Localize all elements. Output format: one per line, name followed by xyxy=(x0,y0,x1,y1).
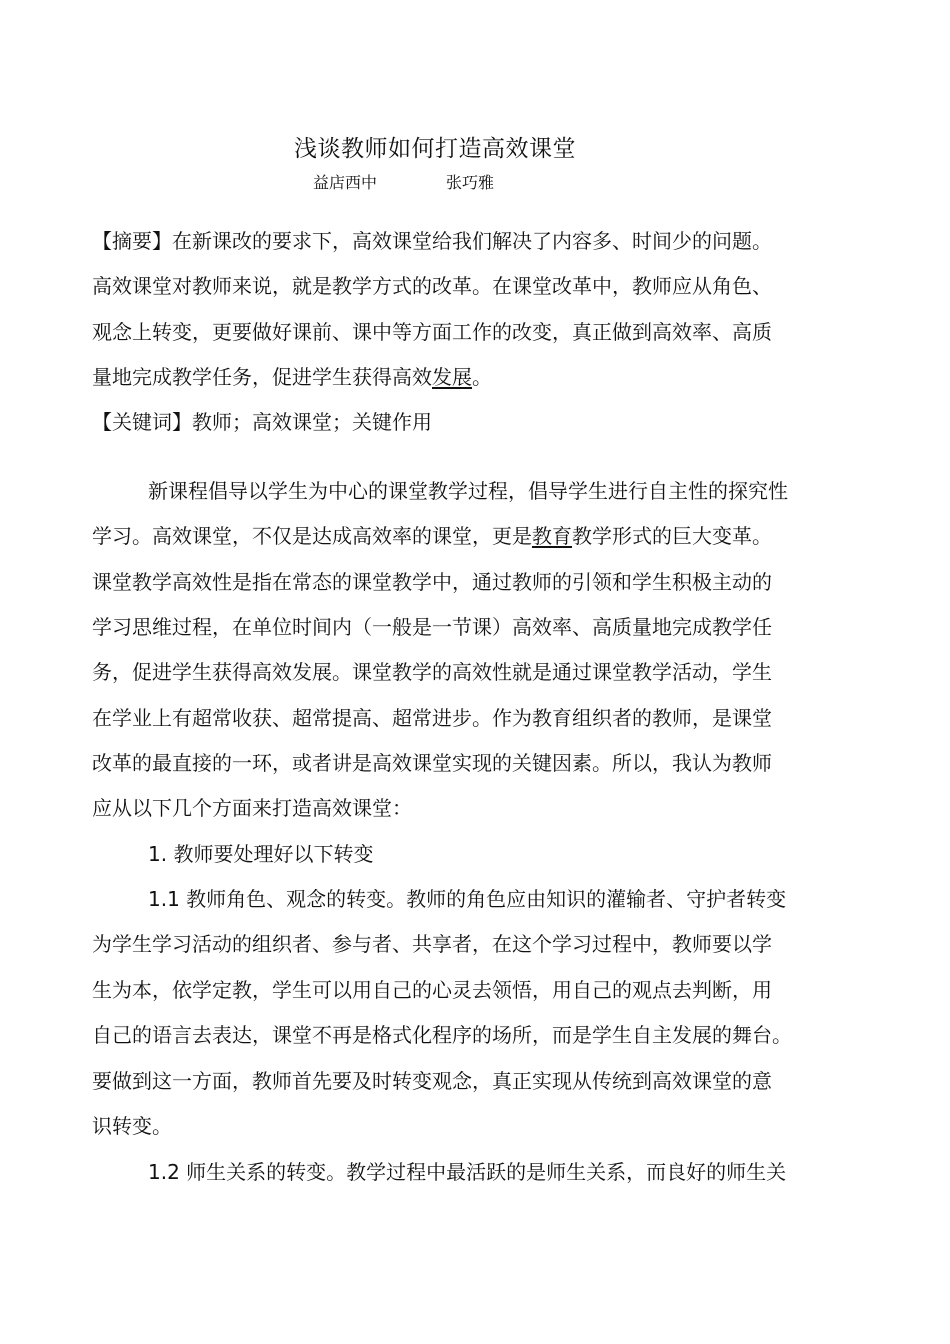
author-school: 益店西中 xyxy=(313,173,378,192)
section-1-1-line: 生为本，依学定教，学生可以用自己的心灵去领悟，用自己的观点去判断，用 xyxy=(92,978,772,1002)
intro-line: 改革的最直接的一环，或者讲是高效课堂实现的关键因素。所以，我认为教师 xyxy=(92,751,772,775)
intro-text: 学习。高效课堂，不仅是达成高效率的课堂，更是 xyxy=(92,524,532,548)
development-link[interactable]: 发展 xyxy=(432,365,472,389)
section-1-1-line: 自己的语言去表达，课堂不再是格式化程序的场所，而是学生自主发展的舞台。 xyxy=(92,1023,792,1047)
intro-line: 课堂教学高效性是指在常态的课堂教学中，通过教师的引领和学生积极主动的 xyxy=(92,570,772,594)
section-heading: 1. 教师要处理好以下转变 xyxy=(148,842,374,866)
intro-text-end: 教学形式的巨大变革。 xyxy=(572,524,772,548)
section-1-1-line: 要做到这一方面，教师首先要及时转变观念，真正实现从传统到高效课堂的意 xyxy=(92,1069,772,1093)
intro-line xyxy=(92,521,772,551)
abstract-line: 高效课堂对教师来说，就是教学方式的改革。在课堂改革中，教师应从角色、 xyxy=(92,274,772,298)
intro-line: 新课程倡导以学生为中心的课堂教学过程，倡导学生进行自主性的探究性 xyxy=(148,479,788,503)
abstract-text-end: 。 xyxy=(472,365,492,389)
intro-line: 在学业上有超常收获、超常提高、超常进步。作为教育组织者的教师，是课堂 xyxy=(92,706,772,730)
abstract-line-last xyxy=(92,362,492,392)
keywords-line: 【关键词】教师；高效课堂；关键作用 xyxy=(92,410,432,434)
author-name: 张巧雅 xyxy=(446,173,495,192)
section-1-1-line: 1.1 教师角色、观念的转变。教师的角色应由知识的灌输者、守护者转变 xyxy=(148,887,787,911)
intro-line: 务，促进学生获得高效发展。课堂教学的高效性就是通过课堂教学活动，学生 xyxy=(92,660,772,684)
document-title: 浅谈教师如何打造高效课堂 xyxy=(294,136,576,162)
section-1-1-line: 识转变。 xyxy=(92,1114,172,1138)
intro-line: 学习思维过程，在单位时间内（一般是一节课）高效率、高质量地完成教学任 xyxy=(92,615,772,639)
intro-line: 应从以下几个方面来打造高效课堂： xyxy=(92,796,412,820)
section-1-2-line: 1.2 师生关系的转变。教学过程中最活跃的是师生关系，而良好的师生关 xyxy=(148,1160,787,1184)
section-1-1-line: 为学生学习活动的组织者、参与者、共享者，在这个学习过程中，教师要以学 xyxy=(92,932,772,956)
abstract-text: 量地完成教学任务，促进学生获得高效 xyxy=(92,365,432,389)
education-link[interactable]: 教育 xyxy=(532,524,572,548)
abstract-line: 【摘要】在新课改的要求下，高效课堂给我们解决了内容多、时间少的问题。 xyxy=(92,229,772,253)
abstract-line: 观念上转变，更要做好课前、课中等方面工作的改变，真正做到高效率、高质 xyxy=(92,320,772,344)
